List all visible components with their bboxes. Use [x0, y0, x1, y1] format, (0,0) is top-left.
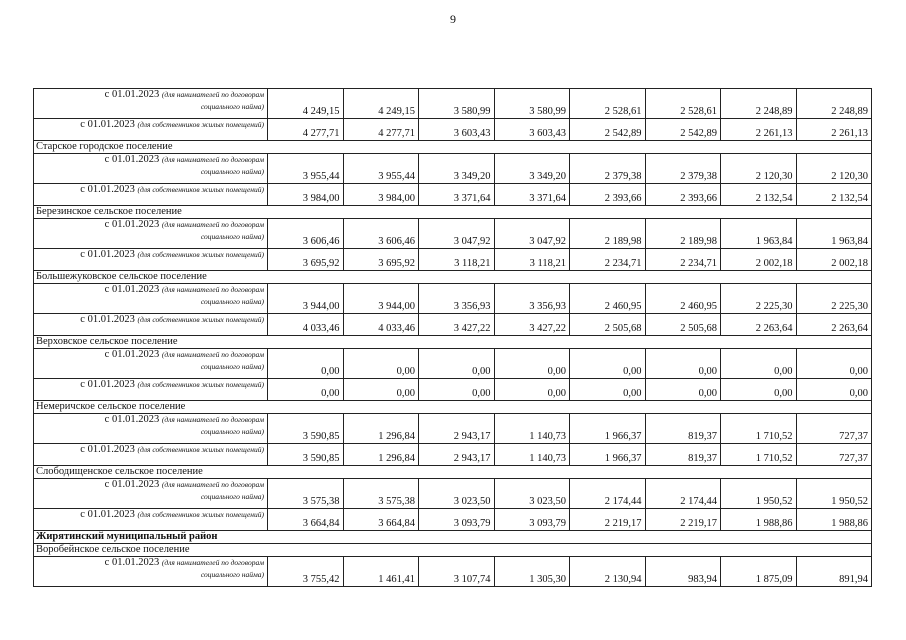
tenant-tariff-row [34, 349, 872, 379]
row-label [34, 184, 268, 206]
tariff-value: 2 261,13 [796, 119, 872, 141]
tariff-value: 4 249,15 [268, 89, 344, 119]
tariff-value: 3 695,92 [343, 249, 419, 271]
settlement-header-row [34, 336, 872, 349]
tariff-value: 819,37 [645, 414, 721, 444]
tariff-value: 2 120,30 [796, 154, 872, 184]
tariff-value: 0,00 [796, 349, 872, 379]
tariff-value: 3 118,21 [419, 249, 495, 271]
tariff-value: 3 580,99 [419, 89, 495, 119]
effective-date: с 01.01.2023 [80, 314, 135, 325]
tenant-note-line1: (для нанимателей по договорам [161, 350, 264, 359]
tariff-value: 2 225,30 [796, 284, 872, 314]
tariff-value: 727,37 [796, 414, 872, 444]
tariff-value: 4 033,46 [268, 314, 344, 336]
effective-date: с 01.01.2023 [104, 154, 160, 165]
tariff-value: 2 528,61 [645, 89, 721, 119]
settlement-name: Слободищенское сельское поселение [34, 466, 872, 479]
row-label [34, 89, 268, 119]
settlement-header-row [34, 401, 872, 414]
tariff-value: 1 710,52 [721, 414, 797, 444]
row-label [34, 557, 268, 587]
effective-date: с 01.01.2023 [80, 119, 135, 130]
settlement-name: Старское городское поселение [34, 141, 872, 154]
tariff-value: 1 988,86 [721, 509, 797, 531]
tariff-value: 1 140,73 [494, 414, 570, 444]
owner-tariff-row [34, 119, 872, 141]
tariff-value: 3 603,43 [494, 119, 570, 141]
page-number: 9 [450, 12, 456, 26]
tenant-tariff-row [34, 414, 872, 444]
row-label [34, 444, 268, 466]
tariff-value: 0,00 [494, 379, 570, 401]
tariff-value: 2 460,95 [570, 284, 646, 314]
tariff-value: 3 427,22 [494, 314, 570, 336]
tenant-note-line1: (для нанимателей по договорам [161, 415, 264, 424]
settlement-header-row [34, 141, 872, 154]
settlement-header-row [34, 544, 872, 557]
tariff-value: 3 580,99 [494, 89, 570, 119]
tariff-value: 2 505,68 [645, 314, 721, 336]
owner-note: (для собственников жилых помещений) [137, 120, 264, 129]
tariff-value: 3 606,46 [343, 219, 419, 249]
row-label [34, 154, 268, 184]
tariff-value: 0,00 [419, 349, 495, 379]
tenant-tariff-row [34, 479, 872, 509]
effective-date: с 01.01.2023 [104, 479, 160, 490]
row-label [34, 314, 268, 336]
tariff-value: 0,00 [268, 349, 344, 379]
tariff-value: 819,37 [645, 444, 721, 466]
tariff-value: 727,37 [796, 444, 872, 466]
tariff-value: 2 189,98 [570, 219, 646, 249]
tariff-value: 3 349,20 [494, 154, 570, 184]
settlement-header-row [34, 206, 872, 219]
tariff-value: 3 944,00 [343, 284, 419, 314]
tenant-note-line2: социального найма) [200, 102, 264, 111]
tariff-value: 2 263,64 [721, 314, 797, 336]
tariff-value: 3 955,44 [268, 154, 344, 184]
row-label [34, 379, 268, 401]
tariff-value: 2 174,44 [570, 479, 646, 509]
tariff-value: 1 966,37 [570, 444, 646, 466]
tenant-note-line2: социального найма) [200, 167, 264, 176]
tariff-value: 3 371,64 [419, 184, 495, 206]
settlement-name: Березинское сельское поселение [34, 206, 872, 219]
tariff-value: 1 296,84 [343, 444, 419, 466]
tariff-value: 4 033,46 [343, 314, 419, 336]
tariff-value: 4 249,15 [343, 89, 419, 119]
tenant-note-line2: социального найма) [200, 297, 264, 306]
tenant-tariff-row [34, 219, 872, 249]
tariff-value: 3 107,74 [419, 557, 495, 587]
tariff-value: 2 393,66 [645, 184, 721, 206]
tariff-value: 3 349,20 [419, 154, 495, 184]
tenant-note-line1: (для нанимателей по договорам [161, 220, 264, 229]
tariff-value: 3 356,93 [494, 284, 570, 314]
tariff-value: 3 023,50 [419, 479, 495, 509]
tariff-value: 3 955,44 [343, 154, 419, 184]
tariff-value: 3 664,84 [343, 509, 419, 531]
tariff-table-body [34, 89, 872, 587]
tariff-value: 3 606,46 [268, 219, 344, 249]
tariff-value: 3 023,50 [494, 479, 570, 509]
tariff-value: 2 132,54 [721, 184, 797, 206]
tariff-value: 2 261,13 [721, 119, 797, 141]
tariff-value: 3 590,85 [268, 444, 344, 466]
tenant-note-line1: (для нанимателей по договорам [161, 558, 264, 567]
tariff-value: 2 505,68 [570, 314, 646, 336]
tenant-note-line2: социального найма) [200, 362, 264, 371]
settlement-name: Немеричское сельское поселение [34, 401, 872, 414]
owner-note: (для собственников жилых помещений) [137, 185, 264, 194]
effective-date: с 01.01.2023 [104, 557, 160, 568]
row-label [34, 509, 268, 531]
tariff-value: 2 943,17 [419, 414, 495, 444]
row-label [34, 414, 268, 444]
tariff-value: 3 356,93 [419, 284, 495, 314]
tariff-value: 2 219,17 [570, 509, 646, 531]
tenant-note-line2: социального найма) [200, 232, 264, 241]
owner-tariff-row [34, 379, 872, 401]
tariff-value: 2 542,89 [645, 119, 721, 141]
tariff-value: 2 528,61 [570, 89, 646, 119]
tenant-tariff-row [34, 154, 872, 184]
tariff-value: 1 950,52 [796, 479, 872, 509]
row-label [34, 119, 268, 141]
tariff-value: 2 379,38 [570, 154, 646, 184]
tariff-value: 2 393,66 [570, 184, 646, 206]
effective-date: с 01.01.2023 [80, 509, 135, 520]
tariff-value: 1 950,52 [721, 479, 797, 509]
tariff-value: 2 174,44 [645, 479, 721, 509]
tariff-value: 3 047,92 [494, 219, 570, 249]
effective-date: с 01.01.2023 [104, 349, 160, 360]
tariff-value: 0,00 [645, 379, 721, 401]
tariff-value: 3 695,92 [268, 249, 344, 271]
tariff-value: 3 093,79 [494, 509, 570, 531]
tariff-value: 3 984,00 [343, 184, 419, 206]
tariff-value: 0,00 [645, 349, 721, 379]
effective-date: с 01.01.2023 [104, 284, 160, 295]
tariff-value: 0,00 [721, 379, 797, 401]
owner-note: (для собственников жилых помещений) [137, 250, 264, 259]
tariff-value: 983,94 [645, 557, 721, 587]
tariff-value: 2 002,18 [796, 249, 872, 271]
tenant-tariff-row [34, 89, 872, 119]
tariff-value: 3 603,43 [419, 119, 495, 141]
tariff-value: 3 944,00 [268, 284, 344, 314]
owner-tariff-row [34, 184, 872, 206]
tenant-note-line1: (для нанимателей по договорам [161, 480, 264, 489]
tariff-value: 2 248,89 [721, 89, 797, 119]
tariff-value: 3 755,42 [268, 557, 344, 587]
owner-note: (для собственников жилых помещений) [137, 380, 264, 389]
tariff-value: 0,00 [570, 349, 646, 379]
tariff-value: 2 542,89 [570, 119, 646, 141]
row-label [34, 284, 268, 314]
tariff-value: 1 963,84 [721, 219, 797, 249]
tariff-value: 3 590,85 [268, 414, 344, 444]
owner-note: (для собственников жилых помещений) [137, 445, 264, 454]
tariff-value: 0,00 [721, 349, 797, 379]
effective-date: с 01.01.2023 [80, 249, 135, 260]
tenant-note-line2: социального найма) [200, 427, 264, 436]
tariff-value: 1 710,52 [721, 444, 797, 466]
tariff-value: 0,00 [570, 379, 646, 401]
tariff-value: 3 047,92 [419, 219, 495, 249]
effective-date: с 01.01.2023 [104, 219, 160, 230]
owner-tariff-row [34, 314, 872, 336]
effective-date: с 01.01.2023 [80, 444, 135, 455]
tariff-value: 2 943,17 [419, 444, 495, 466]
tariff-table [33, 88, 872, 587]
tenant-note-line2: социального найма) [200, 570, 264, 579]
tariff-value: 2 225,30 [721, 284, 797, 314]
tariff-value: 2 120,30 [721, 154, 797, 184]
tariff-value: 3 427,22 [419, 314, 495, 336]
tariff-value: 2 219,17 [645, 509, 721, 531]
tenant-note-line1: (для нанимателей по договорам [161, 155, 264, 164]
tariff-value: 3 118,21 [494, 249, 570, 271]
tariff-value: 4 277,71 [343, 119, 419, 141]
settlement-header-row [34, 466, 872, 479]
tariff-value: 2 248,89 [796, 89, 872, 119]
effective-date: с 01.01.2023 [104, 414, 160, 425]
effective-date: с 01.01.2023 [80, 379, 135, 390]
tariff-value: 3 371,64 [494, 184, 570, 206]
owner-tariff-row [34, 249, 872, 271]
tenant-tariff-row [34, 284, 872, 314]
tariff-value: 0,00 [343, 349, 419, 379]
settlement-name: Большежуковское сельское поселение [34, 271, 872, 284]
owner-tariff-row [34, 509, 872, 531]
tariff-value: 1 966,37 [570, 414, 646, 444]
tariff-value: 0,00 [419, 379, 495, 401]
tariff-value: 0,00 [343, 379, 419, 401]
district-name: Жирятинский муниципальный район [34, 531, 872, 544]
tariff-value: 2 130,94 [570, 557, 646, 587]
tariff-value: 0,00 [796, 379, 872, 401]
tariff-value: 2 234,71 [570, 249, 646, 271]
tariff-value: 3 984,00 [268, 184, 344, 206]
tariff-value: 1 461,41 [343, 557, 419, 587]
tariff-value: 1 875,09 [721, 557, 797, 587]
tariff-value: 891,94 [796, 557, 872, 587]
tariff-value: 2 263,64 [796, 314, 872, 336]
tenant-tariff-row [34, 557, 872, 587]
tariff-value: 2 002,18 [721, 249, 797, 271]
tariff-value: 2 379,38 [645, 154, 721, 184]
row-label [34, 219, 268, 249]
row-label [34, 349, 268, 379]
row-label [34, 249, 268, 271]
tariff-value: 0,00 [494, 349, 570, 379]
tariff-value: 1 140,73 [494, 444, 570, 466]
settlement-name: Воробейнское сельское поселение [34, 544, 872, 557]
owner-note: (для собственников жилых помещений) [137, 510, 264, 519]
tariff-value: 0,00 [268, 379, 344, 401]
tariff-value: 1 296,84 [343, 414, 419, 444]
tariff-value: 4 277,71 [268, 119, 344, 141]
tariff-value: 2 189,98 [645, 219, 721, 249]
owner-note: (для собственников жилых помещений) [137, 315, 264, 324]
tenant-note-line2: социального найма) [200, 492, 264, 501]
tariff-value: 3 093,79 [419, 509, 495, 531]
tenant-note-line1: (для нанимателей по договорам [161, 90, 264, 99]
tariff-value: 3 664,84 [268, 509, 344, 531]
row-label [34, 479, 268, 509]
tariff-value: 1 963,84 [796, 219, 872, 249]
owner-tariff-row [34, 444, 872, 466]
tariff-value: 3 575,38 [343, 479, 419, 509]
settlement-header-row [34, 271, 872, 284]
tariff-value: 2 132,54 [796, 184, 872, 206]
tariff-value: 1 988,86 [796, 509, 872, 531]
settlement-name: Верховское сельское поселение [34, 336, 872, 349]
district-header-row [34, 531, 872, 544]
effective-date: с 01.01.2023 [80, 184, 135, 195]
tariff-value: 1 305,30 [494, 557, 570, 587]
tariff-value: 3 575,38 [268, 479, 344, 509]
tariff-value: 2 234,71 [645, 249, 721, 271]
tariff-value: 2 460,95 [645, 284, 721, 314]
tenant-note-line1: (для нанимателей по договорам [161, 285, 264, 294]
effective-date: с 01.01.2023 [104, 89, 160, 100]
